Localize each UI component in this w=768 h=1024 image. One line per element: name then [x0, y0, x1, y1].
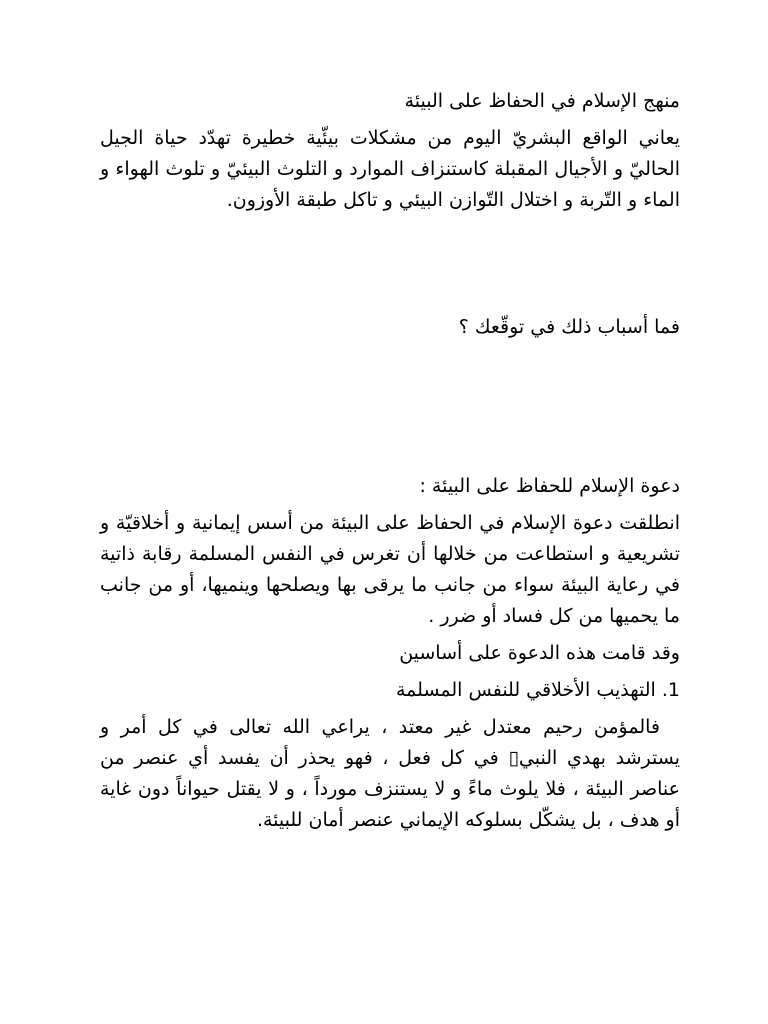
section-paragraph: انطلقت دعوة الإسلام في الحفاظ على البيئة من أسس إيمانية و أخلاقيّة و تشريعية و استطاعت من خلالها أن تغرس في النفس المسلمة رقابة ذاتية في رعاية البيئة سواء من جانب ما يرقى بها ويصلحها وينميها، أو من جانب ما يحميها من كل فساد أو ضرر . — [100, 512, 680, 627]
list-item-text: التهذيب الأخلاقي للنفس المسلمة — [395, 679, 656, 701]
section-heading: دعوة الإسلام للحفاظ على البيئة : — [419, 475, 680, 497]
question-line: فما أسباب ذلك في توقّعك ؟ — [458, 316, 680, 338]
foundations-intro: وقد قامت هذه الدعوة على أساسين — [399, 642, 680, 664]
intro-paragraph: يعاني الواقع البشريّ اليوم من مشكلات بيئّية خطيرة تهدّد حياة الجيل الحاليّ و الأجيال المقبلة كاستنزاف الموارد و التلوث البيئيّ و تلوث الهواء و الماء و التّربة و اختلال التّوازن البيئي و تاكل طبقة الأوزون. — [100, 127, 680, 211]
document-title: منهج الإسلام في الحفاظ على البيئة — [404, 90, 680, 112]
document-page — [100, 86, 680, 836]
closing-paragraph: فالمؤمن رحيم معتدل غير معتد ، يراعي الله تعالى في كل أمر و يسترشد بهدي النبي▯ في كل فعل ، فهو يحذر أن يفسد أي عنصر من عناصر البيئة ، فلا يلوث ماءً و لا يستنزف مورداً ، و لا يقتل حيواناً دون غاية أو هدف ، بل يشكّل بسلوكه الإيماني عنصر أمان للبيئة. — [100, 716, 680, 831]
numbered-list-item — [100, 675, 680, 706]
list-item-number: 1. — [661, 679, 680, 701]
